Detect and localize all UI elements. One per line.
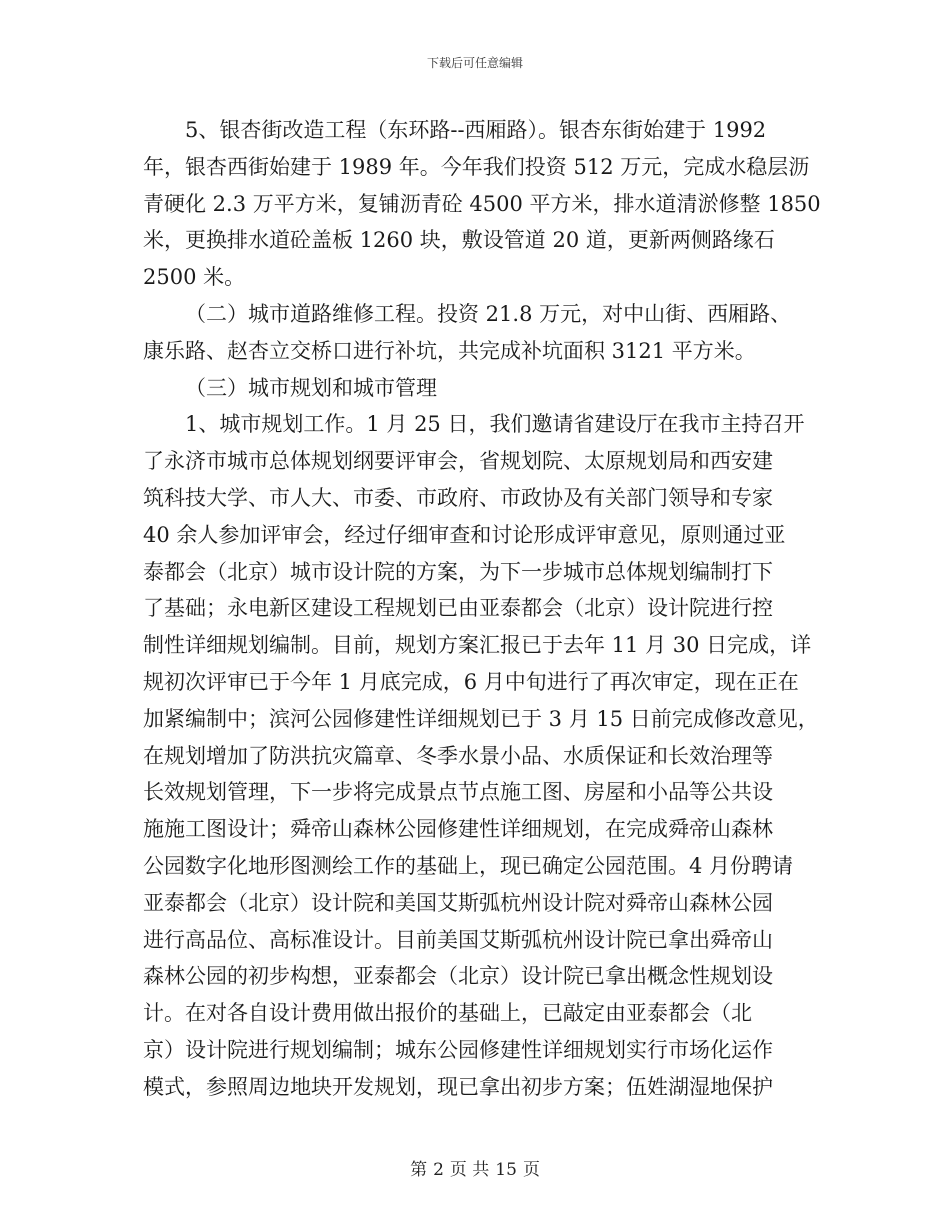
paragraph-line: 了永济市城市总体规划纲要评审会，省规划院、太原规划局和西安建 — [143, 449, 773, 474]
paragraph-line: 进行高品位、高标准设计。目前美国艾斯弧杭州设计院已拿出舜帝山 — [143, 927, 773, 952]
paragraph-line: 康乐路、赵杏立交桥口进行补坑，共完成补坑面积 3121 平方米。 — [143, 338, 756, 363]
paragraph-line: 泰都会（北京）城市设计院的方案，为下一步城市总体规划编制打下 — [143, 559, 773, 584]
paragraph-line: 京）设计院进行规划编制；城东公园修建性详细规划实行市场化运作 — [143, 1037, 773, 1062]
paragraph-line: 青硬化 2.3 万平方米，复铺沥青砼 4500 平方米，排水道清淤修整 1850 — [143, 191, 821, 216]
paragraph-line: 施施工图设计；舜帝山森林公园修建性详细规划，在完成舜帝山森林 — [143, 817, 773, 842]
paragraph-line: 加紧编制中；滨河公园修建性详细规划已于 3 月 15 日前完成修改意见， — [143, 706, 819, 731]
paragraph-line: 2500 米。 — [143, 265, 246, 290]
paragraph-line: 5、银杏街改造工程（东环路--西厢路）。银杏东街始建于 1992 — [185, 118, 767, 142]
paragraph-line: 模式，参照周边地块开发规划，现已拿出初步方案；伍姓湖湿地保护 — [143, 1074, 773, 1099]
footer-prefix: 第 — [410, 1160, 428, 1180]
paragraph-line: 米，更换排水道砼盖板 1260 块，敷设管道 20 道，更新两侧路缘石 — [143, 228, 775, 253]
paragraph-line: 亚泰都会（北京）设计院和美国艾斯弧杭州设计院对舜帝山森林公园 — [143, 890, 773, 915]
paragraph-line: 计。在对各自设计费用做出报价的基础上，已敲定由亚泰都会（北 — [143, 1001, 752, 1026]
paragraph-line: 1、城市规划工作。1 月 25 日，我们邀请省建设厅在我市主持召开 — [185, 412, 805, 437]
paragraph-line: 40 余人参加评审会，经过仔细审查和讨论形成评审意见，原则通过亚 — [143, 522, 786, 547]
paragraph-line: 了基础；永电新区建设工程规划已由亚泰都会（北京）设计院进行控 — [143, 596, 773, 621]
document-body — [143, 112, 821, 1106]
page-number: 2 — [433, 1160, 444, 1180]
paragraph-line: 制性详细规划编制。目前，规划方案汇报已于去年 11 月 30 日完成，详 — [143, 633, 812, 658]
paragraph-line: 年，银杏西街始建于 1989 年。今年我们投资 512 万元，完成水稳层沥 — [143, 154, 810, 179]
total-pages: 15 — [495, 1160, 517, 1180]
page-header: 下载后可任意编辑 — [426, 56, 523, 70]
footer-middle: 页 共 — [449, 1160, 490, 1180]
footer-suffix: 页 — [522, 1160, 540, 1180]
paragraph-line: 筑科技大学、市人大、市委、市政府、市政协及有关部门领导和专家 — [143, 485, 773, 510]
paragraph-line: 公园数字化地形图测绘工作的基础上，现已确定公园范围。4 月份聘请 — [143, 853, 794, 878]
paragraph-line: 森林公园的初步构想，亚泰都会（北京）设计院已拿出概念性规划设 — [143, 964, 773, 989]
paragraph-line: 在规划增加了防洪抗灾篇章、冬季水景小品、水质保证和长效治理等 — [143, 743, 773, 768]
paragraph-line: （二）城市道路维修工程。投资 21.8 万元，对中山街、西厢路、 — [185, 301, 792, 326]
page-footer — [0, 1155, 950, 1180]
section-heading: （三）城市规划和城市管理 — [185, 375, 437, 400]
paragraph-line: 长效规划管理，下一步将完成景点节点施工图、房屋和小品等公共设 — [143, 780, 773, 805]
paragraph-line: 规初次评审已于今年 1 月底完成，6 月中旬进行了再次审定，现在正在 — [143, 669, 799, 694]
